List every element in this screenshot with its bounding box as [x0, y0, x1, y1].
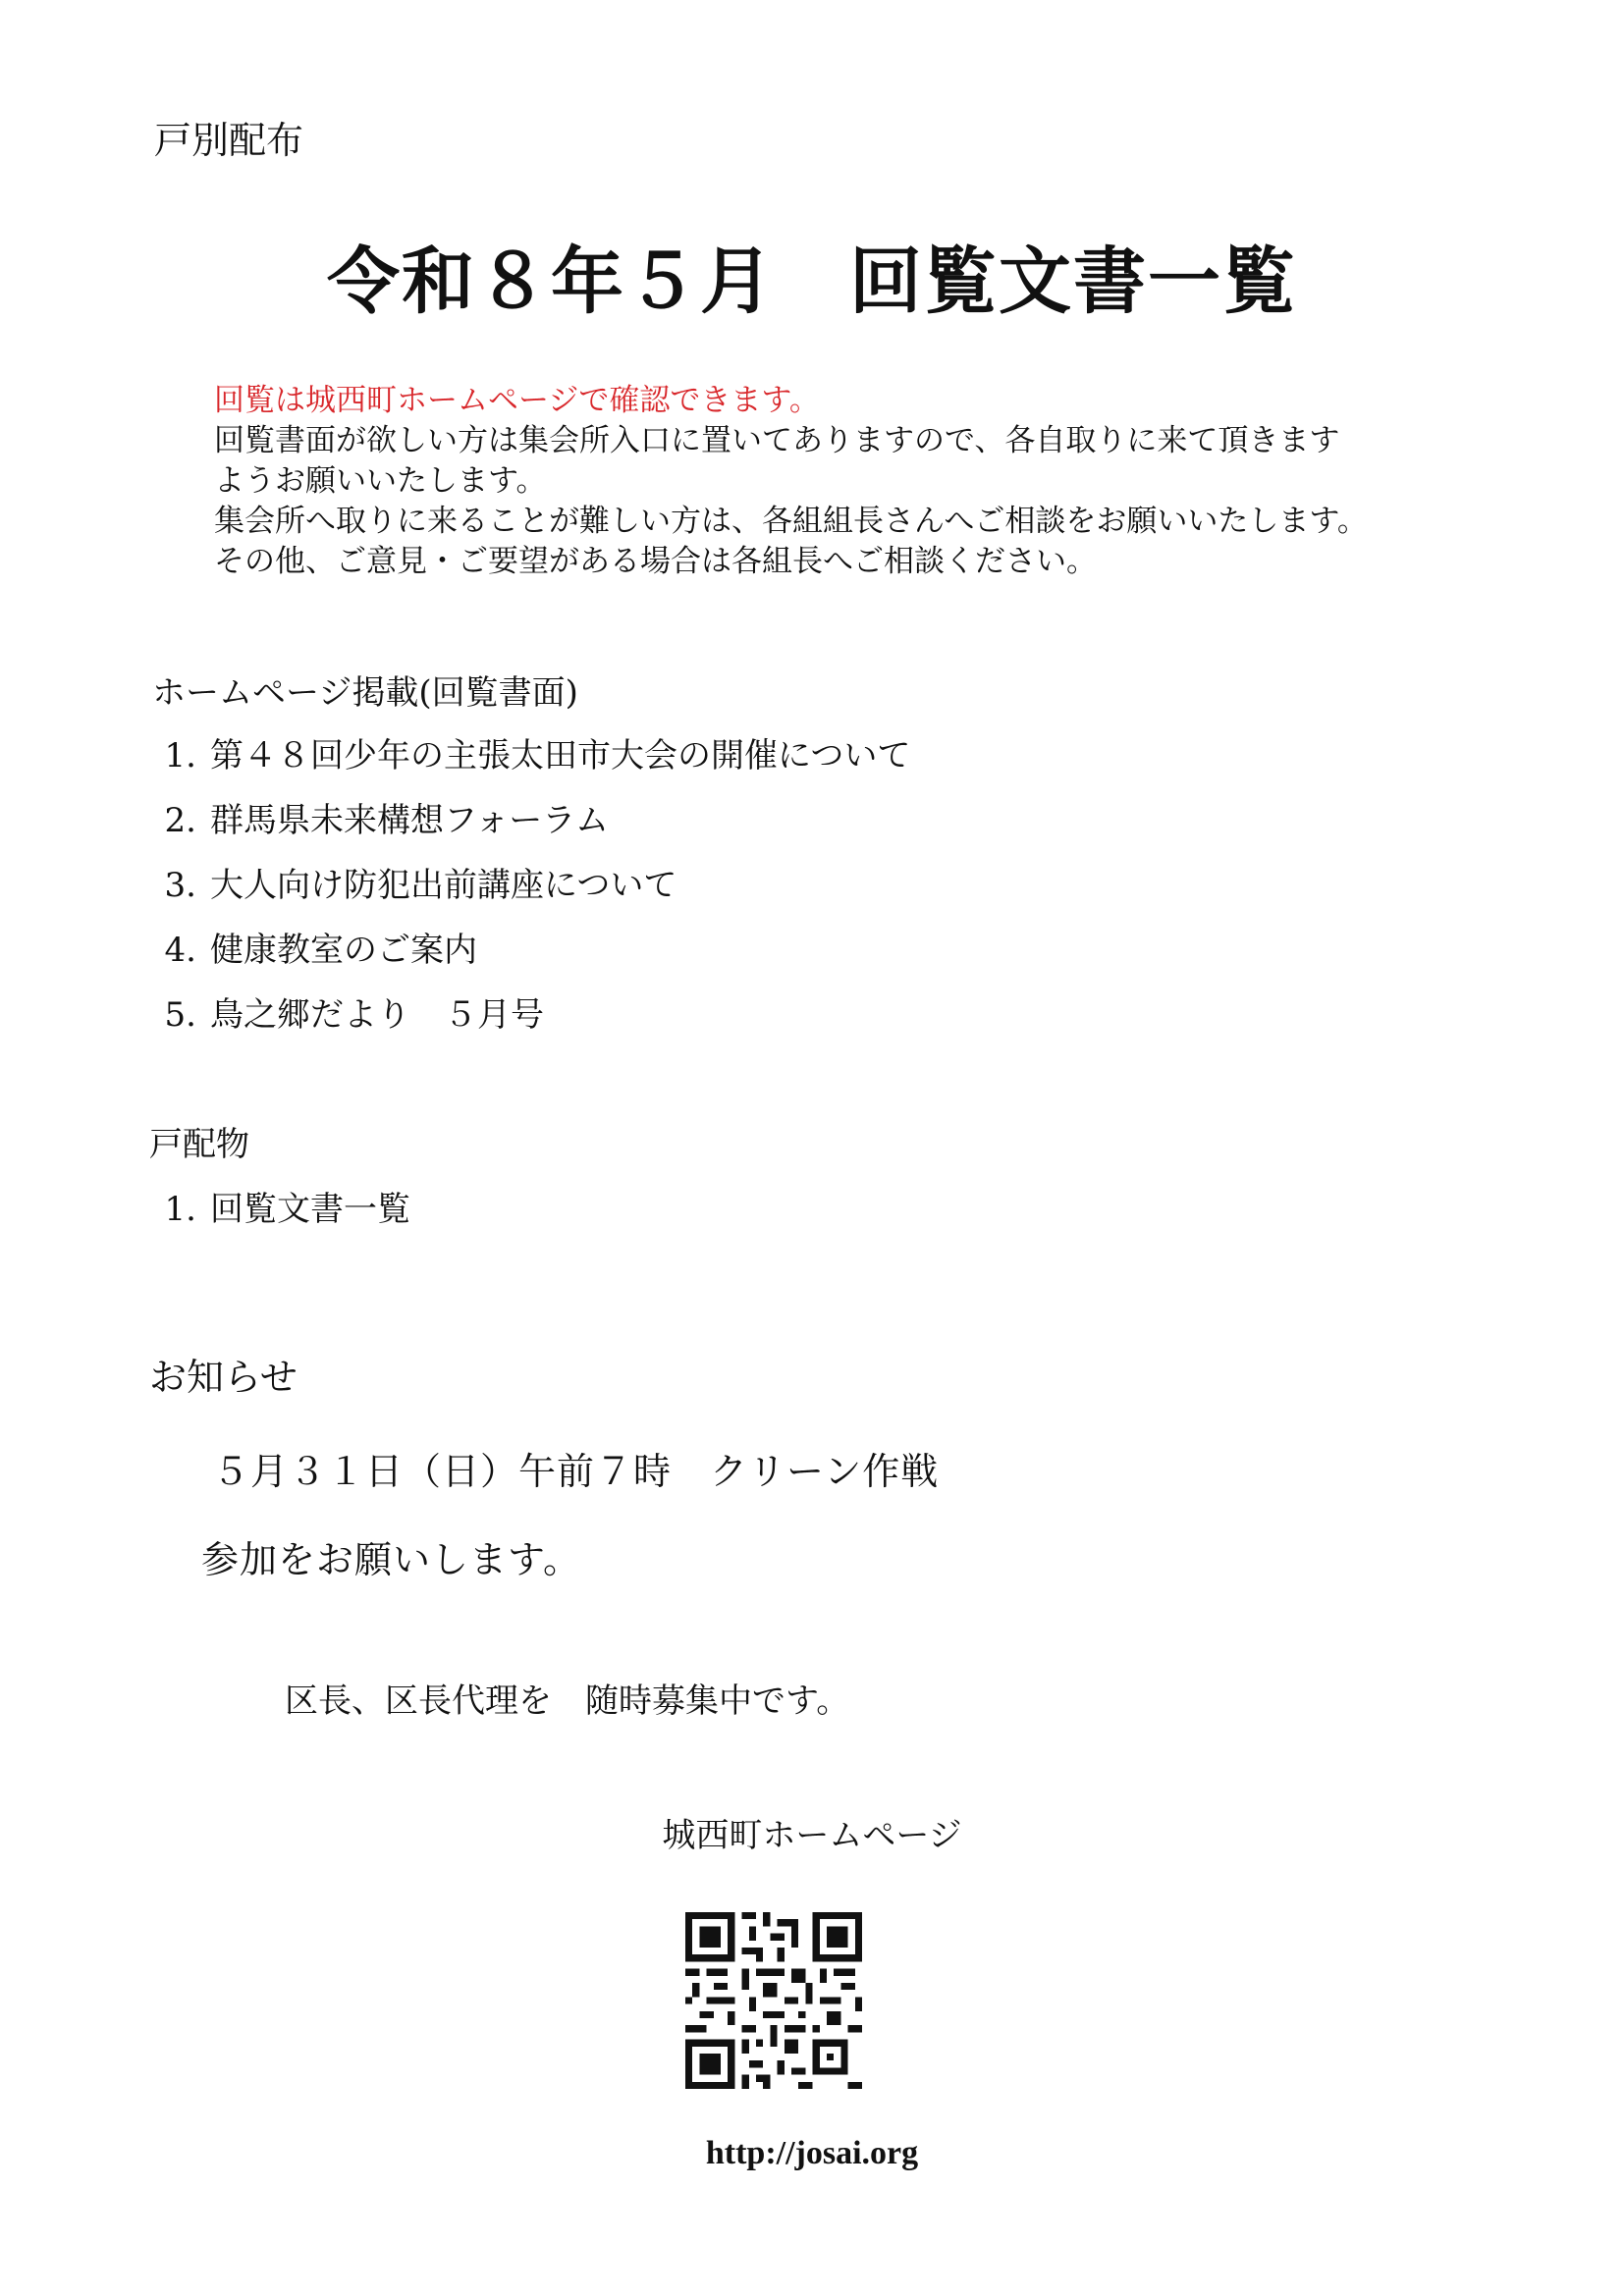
- cleanup-event-notice: ５月３１日（日）午前７時 クリーン作戦: [212, 1450, 940, 1493]
- list-item-text: 回覧文書一覧: [210, 1190, 410, 1229]
- homepage-section-heading: ホームページ掲載(回覧書面): [152, 673, 578, 713]
- list-item: [147, 793, 609, 841]
- list-item: [147, 728, 910, 776]
- intro-line: 集会所へ取りに来ることが難しい方は、各組組長さんへご相談をお願いいたします。: [214, 504, 1368, 539]
- intro-line: ようお願いいたします。: [214, 463, 547, 499]
- participation-request: 参加をお願いします。: [201, 1538, 581, 1581]
- list-item: [147, 988, 544, 1036]
- intro-paragraph: [214, 381, 1368, 582]
- homepage-label: 城西町ホームページ: [662, 1816, 962, 1855]
- list-item-text: 大人向け防犯出前講座について: [210, 866, 677, 905]
- list-item: [147, 1182, 410, 1230]
- list-item-number: 5.: [164, 995, 196, 1035]
- list-item: [147, 923, 477, 971]
- notice-heading: お知らせ: [149, 1356, 298, 1399]
- list-item-number: 1.: [164, 1190, 196, 1229]
- qr-code-icon[interactable]: [685, 1912, 862, 2089]
- list-item: [147, 858, 677, 906]
- distribution-type-label: 戸別配布: [154, 119, 304, 162]
- homepage-url-link[interactable]: http://josai.org: [705, 2135, 919, 2171]
- list-item-number: 2.: [164, 801, 196, 840]
- intro-line: その他、ご意見・ご要望がある場合は各組長へご相談ください。: [214, 544, 1097, 579]
- document-title: 令和８年５月 回覧文書一覧: [327, 240, 1297, 324]
- distribution-section-heading: 戸配物: [149, 1125, 249, 1164]
- list-item-text: 第４８回少年の主張太田市大会の開催について: [210, 736, 911, 775]
- list-item-text: 健康教室のご案内: [210, 931, 477, 970]
- intro-line: 回覧書面が欲しい方は集会所入口に置いてありますので、各自取りに来て頂きます: [214, 423, 1340, 458]
- intro-homepage-notice: 回覧は城西町ホームページで確認できます。: [214, 383, 820, 418]
- list-item-text: 群馬県未来構想フォーラム: [210, 801, 609, 840]
- list-item-number: 1.: [164, 736, 196, 775]
- list-item-text: 鳥之郷だより ５月号: [210, 995, 544, 1035]
- list-item-number: 3.: [164, 866, 196, 905]
- recruitment-notice: 区長、区長代理を 随時募集中です。: [285, 1682, 850, 1721]
- list-item-number: 4.: [164, 931, 196, 970]
